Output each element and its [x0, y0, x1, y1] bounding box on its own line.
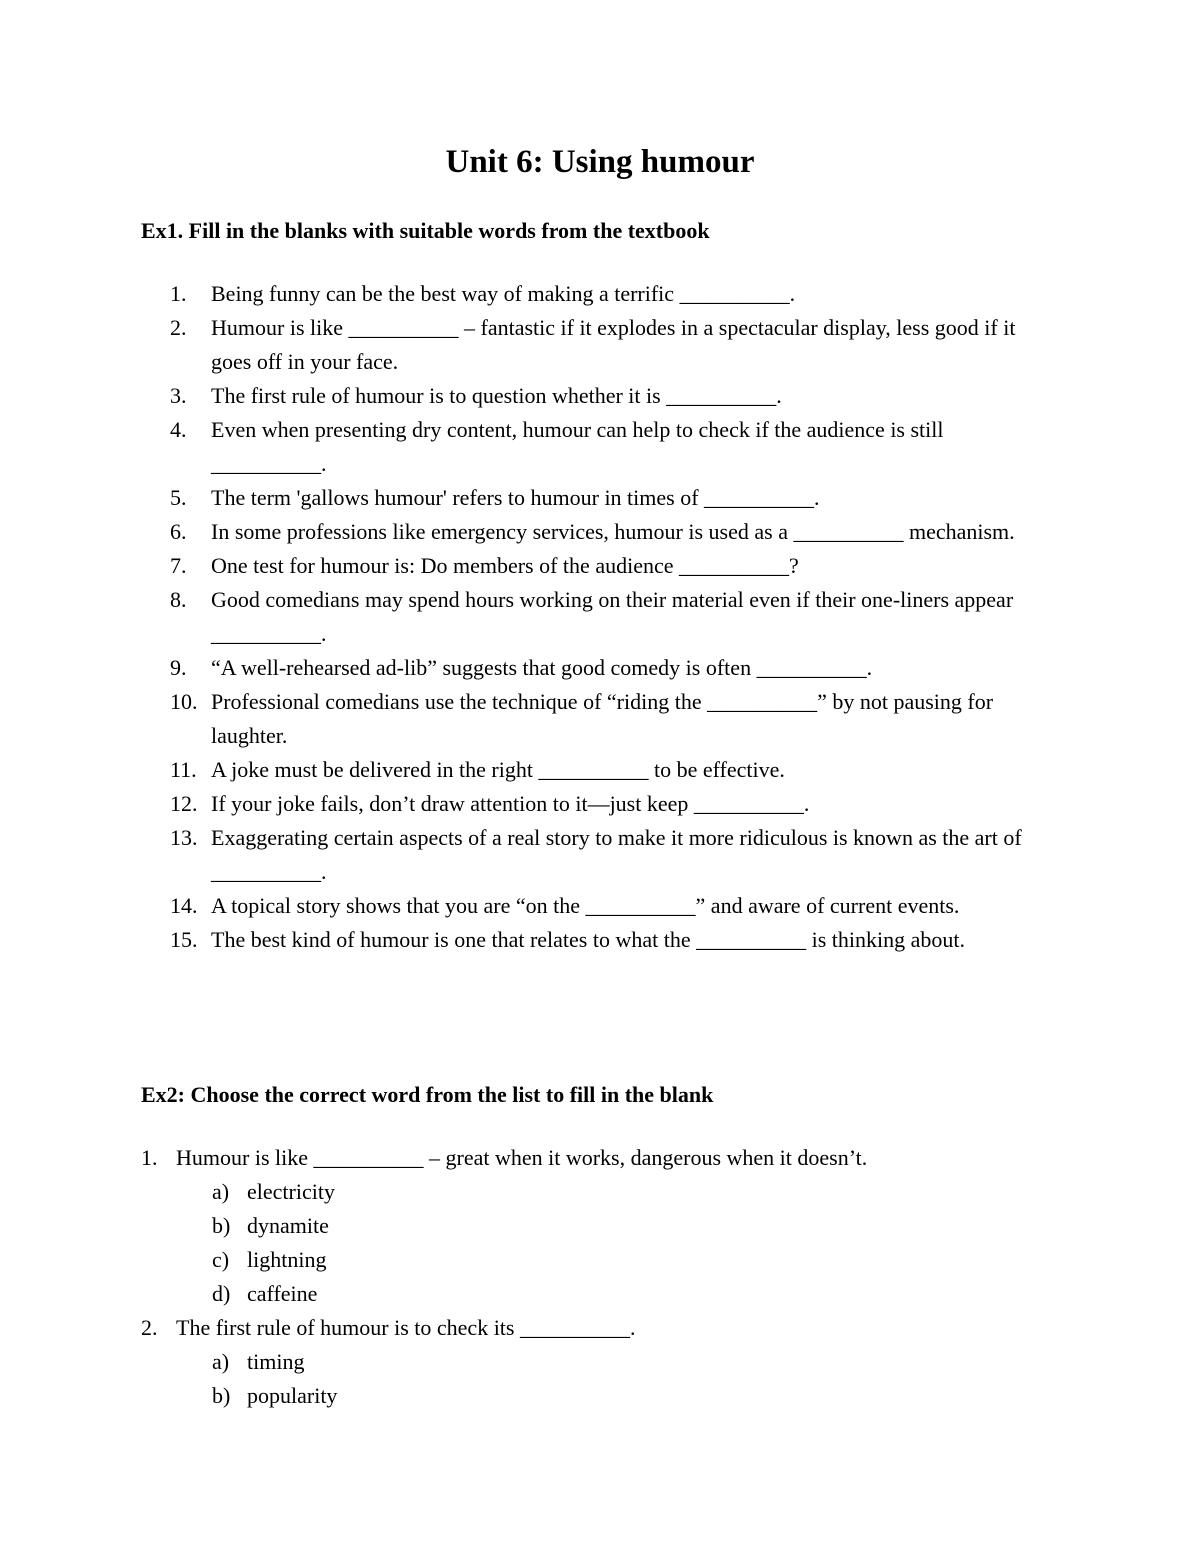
item-number: 13. — [170, 825, 198, 850]
exercise-2-heading: Ex2: Choose the correct word from the list to fill in the blank — [141, 1082, 714, 1107]
option-text: timing — [247, 1349, 305, 1374]
exercise-1-heading: Ex1. Fill in the blanks with suitable words from the textbook — [141, 218, 710, 243]
option-letter: c) — [212, 1247, 230, 1272]
item-number: 8. — [170, 587, 187, 612]
list-item — [170, 889, 1060, 923]
question-item — [141, 1311, 1041, 1413]
option-item — [212, 1175, 1041, 1209]
list-item — [170, 549, 1060, 583]
item-text: Being funny can be the best way of making a terrific __________. — [211, 281, 796, 306]
item-number: 6. — [170, 519, 187, 544]
option-text: popularity — [247, 1383, 338, 1408]
item-text: Even when presenting dry content, humour can help to check if the audience is still __________. — [211, 417, 944, 476]
question-number: 1. — [141, 1145, 158, 1170]
exercise-1-list — [170, 277, 1060, 957]
item-text: A joke must be delivered in the right __________ to be effective. — [211, 757, 785, 782]
item-number: 14. — [170, 893, 198, 918]
list-item — [170, 515, 1060, 549]
item-text: The term 'gallows humour' refers to humour in times of __________. — [211, 485, 820, 510]
item-text: One test for humour is: Do members of the audience __________? — [211, 553, 799, 578]
option-item — [212, 1345, 1041, 1379]
option-text: lightning — [247, 1247, 327, 1272]
list-item — [170, 923, 1060, 957]
option-letter: d) — [212, 1281, 231, 1306]
list-item — [170, 583, 1060, 651]
option-item — [212, 1277, 1041, 1311]
item-number: 3. — [170, 383, 187, 408]
item-text: The best kind of humour is one that relates to what the __________ is thinking about. — [211, 927, 965, 952]
list-item — [170, 311, 1060, 379]
list-item — [170, 379, 1060, 413]
question-item — [141, 1141, 1041, 1311]
item-number: 2. — [170, 315, 187, 340]
item-text: In some professions like emergency services, humour is used as a __________ mechanism. — [211, 519, 1015, 544]
item-number: 7. — [170, 553, 187, 578]
item-text: Exaggerating certain aspects of a real story to make it more ridiculous is known as the art of __________. — [211, 825, 1022, 884]
question-number: 2. — [141, 1315, 158, 1340]
option-list — [176, 1175, 1041, 1311]
option-letter: b) — [212, 1383, 231, 1408]
list-item — [170, 481, 1060, 515]
option-text: caffeine — [247, 1281, 318, 1306]
option-item — [212, 1209, 1041, 1243]
exercise-2-list — [141, 1141, 1041, 1413]
option-text: electricity — [247, 1179, 335, 1204]
item-text: The first rule of humour is to question whether it is __________. — [211, 383, 782, 408]
item-number: 12. — [170, 791, 198, 816]
list-item — [170, 753, 1060, 787]
item-number: 15. — [170, 927, 198, 952]
list-item — [170, 413, 1060, 481]
item-number: 1. — [170, 281, 187, 306]
list-item — [170, 787, 1060, 821]
option-text: dynamite — [247, 1213, 329, 1238]
item-text: If your joke fails, don’t draw attention to it—just keep __________. — [211, 791, 810, 816]
option-letter: a) — [212, 1179, 230, 1204]
item-text: Professional comedians use the technique of “riding the __________” by not pausing for laughter. — [211, 689, 994, 748]
item-number: 9. — [170, 655, 187, 680]
option-letter: a) — [212, 1349, 230, 1374]
question-text: Humour is like __________ – great when it works, dangerous when it doesn’t. — [176, 1145, 868, 1170]
option-item — [212, 1243, 1041, 1277]
option-letter: b) — [212, 1213, 231, 1238]
item-text: Humour is like __________ – fantastic if it explodes in a spectacular display, less good if it goes off in your face. — [211, 315, 1016, 374]
list-item — [170, 277, 1060, 311]
list-item — [170, 685, 1060, 753]
item-number: 11. — [170, 757, 197, 782]
list-item — [170, 651, 1060, 685]
item-number: 10. — [170, 689, 198, 714]
option-list — [176, 1345, 1041, 1413]
item-text: “A well-rehearsed ad-lib” suggests that good comedy is often __________. — [211, 655, 873, 680]
question-text: The first rule of humour is to check its __________. — [176, 1315, 636, 1340]
item-text: A topical story shows that you are “on the __________” and aware of current events. — [211, 893, 960, 918]
item-number: 5. — [170, 485, 187, 510]
page-title: Unit 6: Using humour — [445, 144, 755, 180]
item-number: 4. — [170, 417, 187, 442]
list-item — [170, 821, 1060, 889]
item-text: Good comedians may spend hours working on their material even if their one-liners appear __________. — [211, 587, 1014, 646]
option-item — [212, 1379, 1041, 1413]
